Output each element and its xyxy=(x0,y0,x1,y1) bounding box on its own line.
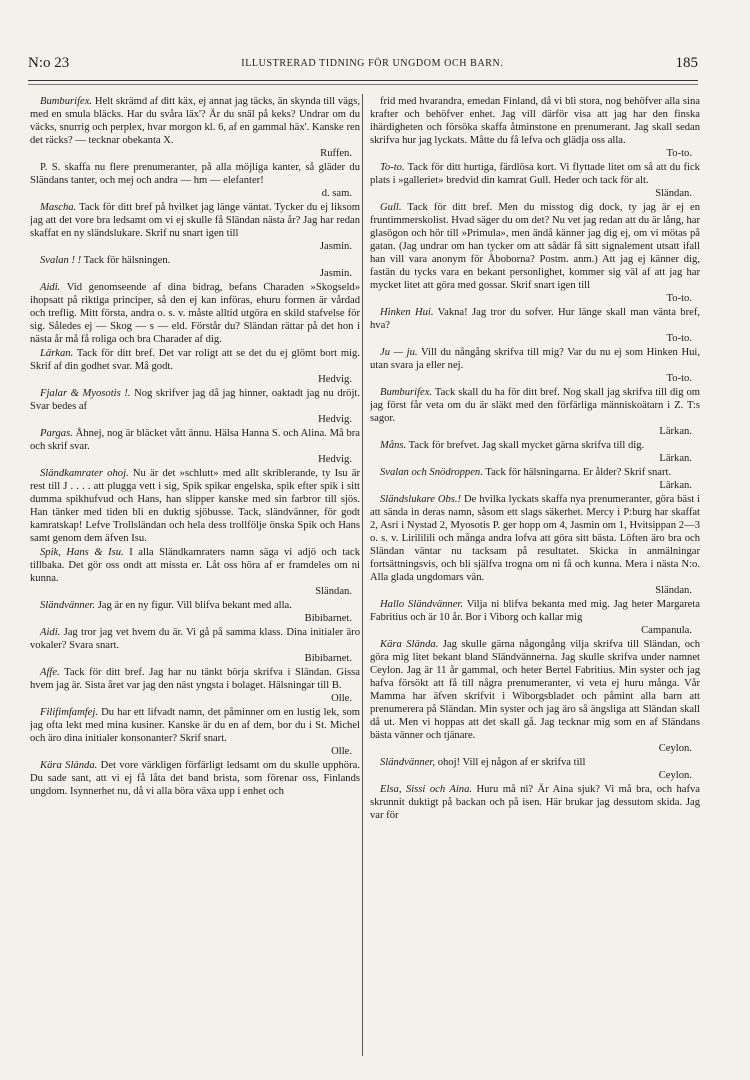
letter-text: Tack för hälsningarna. Er ålder? Skrif snart. xyxy=(485,467,672,478)
left-column xyxy=(30,95,360,1065)
header-rule-thin xyxy=(28,84,698,85)
letter-text: Tack för ditt hurtiga, färdlösa kort. Vi flyttade litet om så att du fick plats i »galleriet» bredvid din kamrat Gull. Heder och tack för alt. xyxy=(370,162,700,186)
letter-text: Tack för ditt bref. Jag har nu tänkt börja skrifva i Sländan. Gissa hvem jag är. Sista året var jag den näst yngsta i bolaget. Hälsningar till B. xyxy=(30,667,360,691)
letter-entry xyxy=(30,467,360,545)
signature: Sländan. xyxy=(655,188,692,199)
letter-entry xyxy=(370,466,700,492)
addressee: Kära Slända. xyxy=(40,760,98,771)
addressee: Hallo Sländvänner. xyxy=(380,599,464,610)
letter-text: Huru må ni? Är Aina sjuk? Vi må bra, och hafva skrunnit duktigt på backan och på isen. Här brukar jag dessutom skida. Jag var för xyxy=(370,784,700,821)
letter-entry xyxy=(30,706,360,758)
signature: Bibibarnet. xyxy=(304,653,352,664)
addressee: Aidi. xyxy=(40,282,61,293)
addressee: Ju — ju. xyxy=(380,347,418,358)
letter-entry xyxy=(370,783,700,822)
letter-text: Tack för hälsningen. xyxy=(83,255,171,266)
addressee: Sländvänner. xyxy=(40,600,96,611)
addressee: Mascha. xyxy=(40,202,77,213)
letter-entry xyxy=(30,201,360,253)
letter-entry xyxy=(370,95,700,160)
letter-entry xyxy=(30,347,360,386)
addressee: Sländkamrater ohoj. xyxy=(40,468,129,479)
issue-number: N:o 23 xyxy=(28,54,70,71)
letter-text: Nog skrifver jag då jag hinner, oaktadt jag nu dröjt. Svar bedes af xyxy=(30,388,360,412)
letter-text: Jag tror jag vet hvem du är. Vi gå på samma klass. Dina initialer äro vokaler? Svara snart. xyxy=(30,627,360,651)
signature: d. sam. xyxy=(321,188,352,199)
signature: Hedvig. xyxy=(318,414,352,425)
addressee: Lärkan. xyxy=(40,348,74,359)
publication-title: ILLUSTRERAD TIDNING FÖR UNGDOM OCH BARN. xyxy=(241,57,504,69)
letter-text: Tack skall du ha för ditt bref. Nog skall jag skrifva till dig om jag först får veta om du är släkt med den förfärliga människoätarn i Z. T:s sagor. xyxy=(370,387,700,424)
signature: Sländan. xyxy=(655,585,692,596)
signature: To-to. xyxy=(666,293,692,304)
signature: Hedvig. xyxy=(318,454,352,465)
letter-entry xyxy=(370,386,700,438)
signature: Ceylon. xyxy=(658,743,692,754)
addressee: Spik, Hans & Isu. xyxy=(40,547,124,558)
letter-text: Tack för brefvet. Jag skall mycket gärna skrifva till dig. xyxy=(408,440,645,451)
signature: Lärkan. xyxy=(659,480,692,491)
signature: Olle. xyxy=(331,746,352,757)
letter-text: I alla Sländkamraters namn säga vi adjö och tack tillbaka. Det gör oss ondt att missta er. Låt oss höra af er framdeles om ni kunna. xyxy=(30,547,360,584)
letter-text: Nu är det »schlutt» med allt skriblerande, ty Isu är rest till J . . . . att plugga vett i sig, Spik spikar engelska, spik efter spik i sitt dumma spikhufvud och Hans, han slipper kanske med sin farbror till sjös. Han tänker med tiden bli en duktig sjöbusse. Tack, sländvänner, för godt kamratskap! Lefve Trollsländan och hela dess trollfölje önska Spik och Hans samt genom dem äfven Isu. xyxy=(30,468,360,544)
page-number: 185 xyxy=(675,54,698,71)
addressee: Svalan ! ! xyxy=(40,255,82,266)
page-header xyxy=(28,48,698,78)
letter-entry xyxy=(370,346,700,385)
signature: Lärkan. xyxy=(659,453,692,464)
letter-text: Tack för ditt bref på hvilket jag länge väntat. Tycker du ej liksom jag att det vore bra ledsamt om vi ej skulle få Sländan nästa år? Jag har redan skaffat en ny sländslukare. Skrif nu snart igen till xyxy=(30,202,360,239)
signature: To-to. xyxy=(666,373,692,384)
letter-entry xyxy=(370,638,700,755)
letter-entry xyxy=(30,281,360,346)
signature: Ruffen. xyxy=(320,148,352,159)
addressee: To-to. xyxy=(380,162,405,173)
signature: Campanula. xyxy=(641,625,692,636)
letter-text: Jag är en ny figur. Vill blifva bekant med alla. xyxy=(97,600,292,611)
letter-entry xyxy=(370,306,700,345)
letter-text: De hvilka lyckats skaffa nya prenumeranter, göra bäst i att sända in deras namn, såsom ett slags säkerhet. Mercy i P:burg har skaffat 2, Asri i Nystad 2, Myosotis P. ger hopp om 4, Jasmin om 1, Hvitsippan 2—3 o. s. v. Lirililili och många andra lofva att göra sitt bästa. Löften äro bra och Sländan väntar nu tacksam på resultatet. Skicka in anmälningar fortsättningsvis, och bli själfva trogna om ni få och kunna. Mera i nästa N:o. Alla glada ungdomars vän. xyxy=(370,494,700,583)
signature: Ceylon. xyxy=(658,770,692,781)
letter-text: Vid genomseende af dina bidrag, befans Charaden »Skogseld» ihopsatt på riktiga principer, så den ej kan införas, ehuru formen är vårdad och treflig. Mitt första, andra o. s. v. måste alltid utgöra en skild stafvelse för sig. Således ej — Skog — s — eld. Förstår du? Sländan rättar på det hon i nästa år må få roliga och bra Charader af dig. xyxy=(30,282,360,345)
header-rule xyxy=(28,80,698,81)
letter-entry xyxy=(370,439,700,465)
addressee: Sländslukare Obs.! xyxy=(380,494,462,505)
addressee: Fjalar & Myosotis !. xyxy=(40,388,131,399)
signature: Jasmin. xyxy=(319,268,352,279)
addressee: Svalan och Snödroppen. xyxy=(380,467,483,478)
letter-text: Vakna! Jag tror du sofver. Hur länge skall man vänta bref, hva? xyxy=(370,307,700,331)
letter-entry xyxy=(370,756,700,782)
letter-text: Åhnej, nog är bläcket vått ännu. Hälsa Hanna S. och Alina. Må bra och skrif svar. xyxy=(30,428,360,452)
letter-entry xyxy=(30,427,360,466)
addressee: Hinken Hui. xyxy=(380,307,434,318)
letter-text: Vill du nångång skrifva till mig? Var du nu ej som Hinken Hui, utan svara ja eller nej. xyxy=(370,347,700,371)
addressee: Pargas. xyxy=(40,428,73,439)
letter-entry xyxy=(30,626,360,665)
addressee: Kära Slända. xyxy=(380,639,439,650)
addressee: Sländvänner, xyxy=(380,757,436,768)
addressee: Gull. xyxy=(380,202,402,213)
letter-text: Vilja ni blifva bekanta med mig. Jag heter Margareta Fabritius och är 10 år. Bor i Viborg och kallar mig xyxy=(370,599,700,623)
letter-entry xyxy=(30,95,360,160)
addressee: Bumburifex. xyxy=(40,96,93,107)
letter-text: Helt skrämd af ditt käx, ej annat jag täcks, än skynda till vägs, med en smula bläcks. Har du svåra läx'? Är du snäl på keks? Undrar om du väcks, snurrig och perplex, hvar morgon kl. 6, af en gammal häx'. Kanske ren det räcks? — tecknar obekanta X. xyxy=(30,96,360,146)
letter-entry xyxy=(370,493,700,597)
signature: Olle. xyxy=(331,693,352,704)
letter-entry xyxy=(370,598,700,637)
signature: To-to. xyxy=(666,333,692,344)
letter-text: frid med hvarandra, emedan Finland, då vi bli stora, nog behöfver alla sina krafter och behöfver enhet. Jag vill därför visa att jag har den finska ihärdigheten och försöka skaffa åtminstone en prenumerant. Jag skall sedan skrifva hur jag lyckats. Måtte du få lefva och glädja oss alla. xyxy=(370,96,700,146)
signature: Jasmin. xyxy=(319,241,352,252)
letter-entry xyxy=(30,666,360,705)
addressee: Måns. xyxy=(380,440,407,451)
letter-entry xyxy=(30,161,360,200)
letter-text: ohoj! Vill ej någon af er skrifva till xyxy=(437,757,586,768)
column-divider xyxy=(362,94,363,1056)
letter-entry xyxy=(30,599,360,625)
addressee: Bumburifex. xyxy=(380,387,433,398)
letter-entry xyxy=(30,387,360,426)
letter-text: Tack för ditt bref. Det var roligt att se det du ej glömt bort mig. Skrif af din godhet svar. Må godt. xyxy=(30,348,360,372)
addressee: Affe. xyxy=(40,667,60,678)
signature: To-to. xyxy=(666,148,692,159)
letter-text: P. S. skaffa nu flere prenumeranter, på alla möjliga kanter, så gläder du Sländans tanter, och mej och andra — hm — elefanter! xyxy=(30,162,360,186)
addressee: Elsa, Sissi och Aina. xyxy=(380,784,473,795)
letter-text: Tack för ditt bref. Men du misstog dig dock, ty jag är ej en fruntimmerskolist. Hvad säger du om det? Nu vet jag redan att du är lång, har glasögon och hör till »Primula», men ändå känner jag dig ej, om vi mötas på gatan. (Jag undrar om han tycker om att sådär få sitt signalement utsatt ifall han vill vara anonym för Åboborna? Postm. anm.) Att jag ej känner dig, fastän du tycks vara en bekant personlighet, kommer sig väl af att jag har mycket litet att göra med gossar. Skrif snart igen till xyxy=(370,202,700,291)
letter-entry xyxy=(370,161,700,200)
letter-entry xyxy=(370,201,700,305)
letter-entry xyxy=(30,759,360,798)
signature: Hedvig. xyxy=(318,374,352,385)
addressee: Filifimfamfej. xyxy=(40,707,98,718)
right-column xyxy=(370,95,700,1065)
letter-text: Du har ett lifvadt namn, det påminner om en lustig lek, som jag ofta lekt med mina kusiner. Kanske är du en af dem, bor du i St. Michel och äro dina initialer konsonanter? Skrif snart. xyxy=(30,707,360,744)
signature: Sländan. xyxy=(315,586,352,597)
addressee: Aidi. xyxy=(40,627,61,638)
signature: Lärkan. xyxy=(659,426,692,437)
letter-text: Jag skulle gärna någongång vilja skrifva till Sländan, och göra mig litet bekant bland Sländvännerna. Jag skulle skrifva under namnet Ceylon. Jag är 11 år gammal, och heter Bertel Fabritius. Min syster och jag hafva försökt att få till några prenumeranter, vi veta ej huru många. Vår Mamma har äfven skrifvit i Wiborgsbladet och påmint alla barn att prenumerera på Sländan. Min syster och jag äro så ängsliga att Sländan skall då ut. Men vi hoppas att det skall gå. Jag tecknar mig som en af Sländans bästa vänner och tjänare. xyxy=(370,639,700,741)
letter-text: Det vore värkligen förfärligt ledsamt om du skulle upphöra. Du sade sant, att vi ej få låta det band brista, som förenar oss, Finlands ungdom. Isynnerhet nu, då vi alla böra växa upp i enhet och xyxy=(30,760,360,797)
signature: Bibibarnet. xyxy=(304,613,352,624)
letter-entry xyxy=(30,546,360,598)
letter-entry xyxy=(30,254,360,280)
